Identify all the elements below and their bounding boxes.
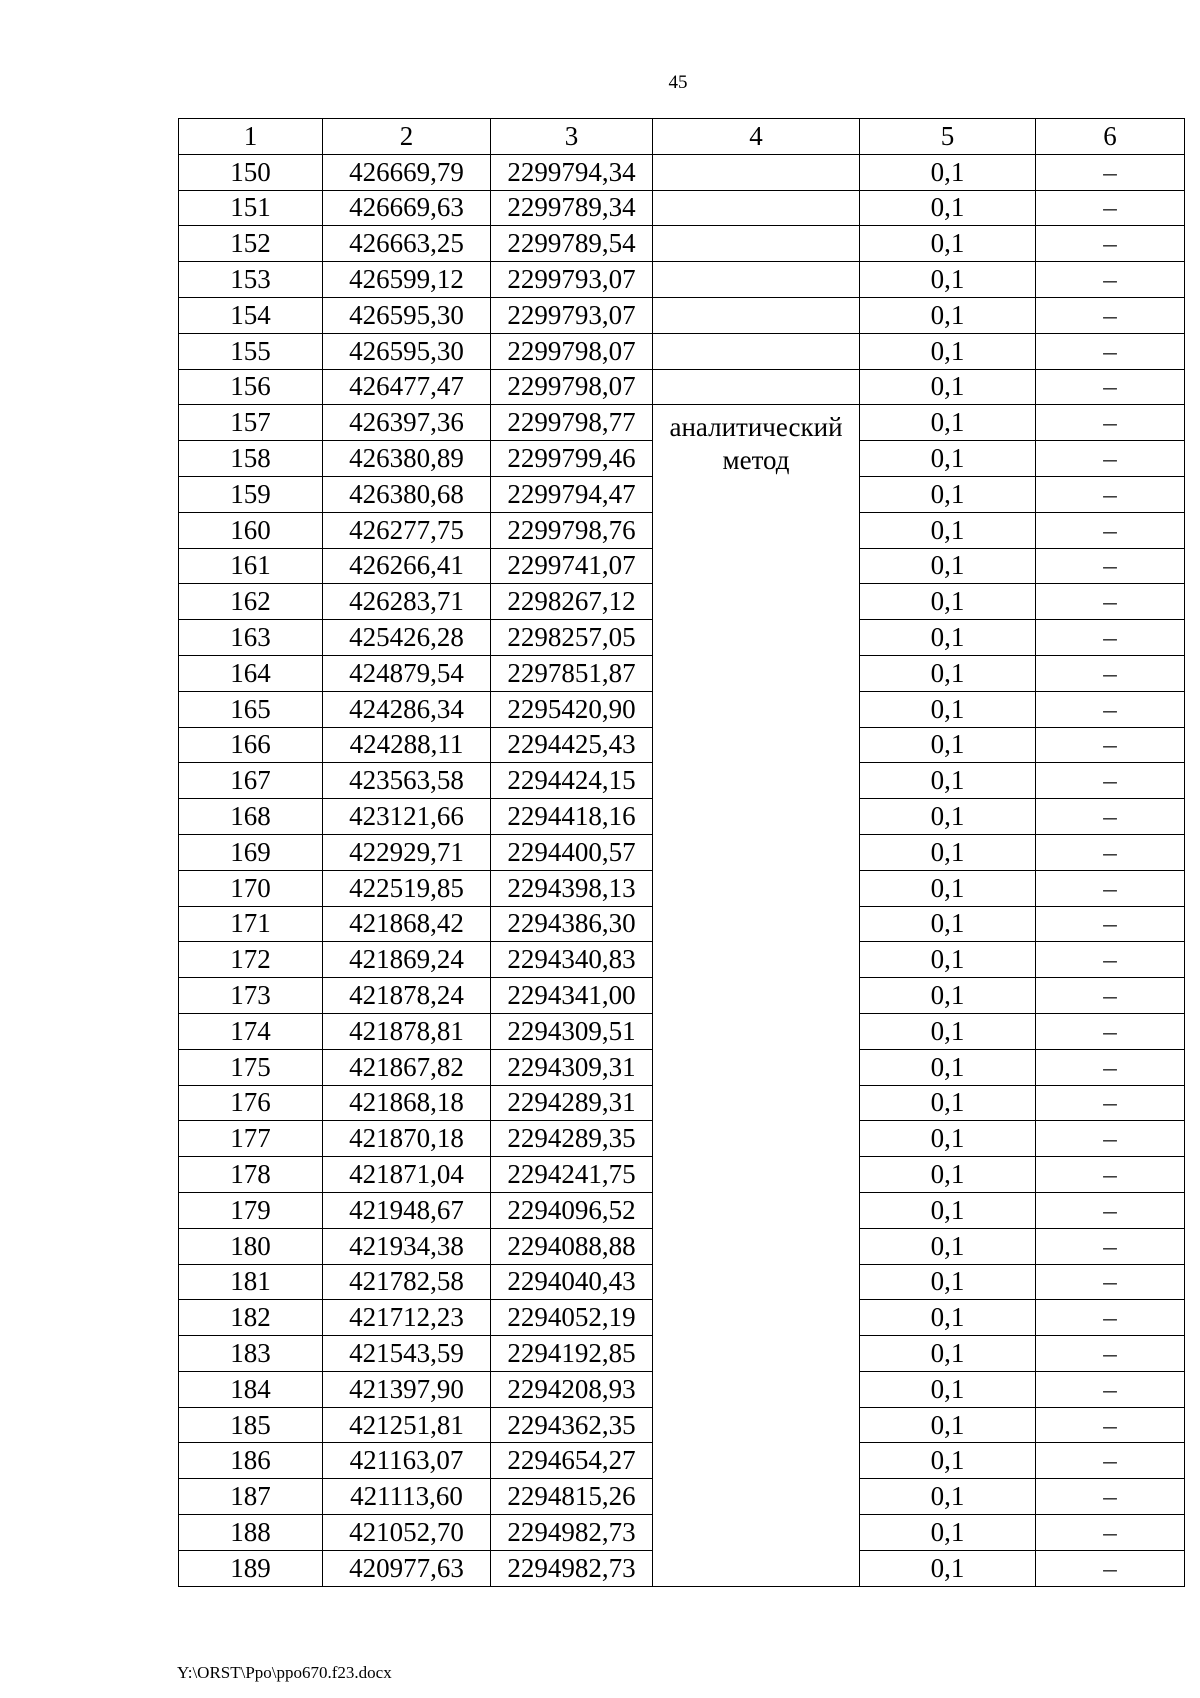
accuracy-cell: 0,1	[860, 691, 1036, 727]
y-coordinate-cell: 2294400,57	[491, 834, 653, 870]
accuracy-cell: 0,1	[860, 1336, 1036, 1372]
method-text-line: аналитический	[669, 412, 843, 443]
y-coordinate-cell: 2294289,35	[491, 1121, 653, 1157]
y-coordinate-cell: 2299789,34	[491, 190, 653, 226]
point-number-cell: 164	[179, 655, 323, 691]
point-number-cell: 185	[179, 1407, 323, 1443]
point-number-cell: 156	[179, 369, 323, 405]
point-number-cell: 189	[179, 1550, 323, 1586]
table-row	[179, 262, 1185, 298]
x-coordinate-cell: 426283,71	[323, 584, 491, 620]
x-coordinate-cell: 426380,68	[323, 476, 491, 512]
accuracy-cell: 0,1	[860, 870, 1036, 906]
accuracy-cell: 0,1	[860, 1443, 1036, 1479]
point-number-cell: 188	[179, 1515, 323, 1551]
point-number-cell: 166	[179, 727, 323, 763]
point-number-cell: 171	[179, 906, 323, 942]
method-text-line: метод	[722, 444, 790, 475]
accuracy-cell: 0,1	[860, 1479, 1036, 1515]
x-coordinate-cell: 425426,28	[323, 620, 491, 656]
table-body	[179, 154, 1185, 1586]
x-coordinate-cell: 421397,90	[323, 1371, 491, 1407]
point-number-cell: 184	[179, 1371, 323, 1407]
accuracy-cell: 0,1	[860, 620, 1036, 656]
x-coordinate-cell: 426595,30	[323, 333, 491, 369]
y-coordinate-cell: 2294654,27	[491, 1443, 653, 1479]
accuracy-cell: 0,1	[860, 978, 1036, 1014]
header-cell-4: 4	[653, 119, 860, 155]
y-coordinate-cell: 2294815,26	[491, 1479, 653, 1515]
page-number: 45	[668, 72, 688, 93]
table-row	[179, 405, 1185, 441]
x-coordinate-cell: 423563,58	[323, 763, 491, 799]
accuracy-cell: 0,1	[860, 1049, 1036, 1085]
method-cell-blank	[653, 154, 860, 190]
point-number-cell: 152	[179, 226, 323, 262]
header-cell-5: 5	[860, 119, 1036, 155]
accuracy-cell: 0,1	[860, 1192, 1036, 1228]
dash-cell: –	[1036, 1121, 1185, 1157]
y-coordinate-cell: 2294052,19	[491, 1300, 653, 1336]
dash-cell: –	[1036, 405, 1185, 441]
x-coordinate-cell: 421867,82	[323, 1049, 491, 1085]
y-coordinate-cell: 2294309,31	[491, 1049, 653, 1085]
dash-cell: –	[1036, 1049, 1185, 1085]
point-number-cell: 153	[179, 262, 323, 298]
dash-cell: –	[1036, 584, 1185, 620]
dash-cell: –	[1036, 512, 1185, 548]
accuracy-cell: 0,1	[860, 226, 1036, 262]
method-cell-blank	[653, 226, 860, 262]
y-coordinate-cell: 2294340,83	[491, 942, 653, 978]
accuracy-cell: 0,1	[860, 548, 1036, 584]
x-coordinate-cell: 426477,47	[323, 369, 491, 405]
accuracy-cell: 0,1	[860, 512, 1036, 548]
table-row	[179, 154, 1185, 190]
point-number-cell: 174	[179, 1013, 323, 1049]
x-coordinate-cell: 422519,85	[323, 870, 491, 906]
dash-cell: –	[1036, 1157, 1185, 1193]
method-cell-blank	[653, 262, 860, 298]
y-coordinate-cell: 2298267,12	[491, 584, 653, 620]
accuracy-cell: 0,1	[860, 1085, 1036, 1121]
point-number-cell: 173	[179, 978, 323, 1014]
dash-cell: –	[1036, 691, 1185, 727]
y-coordinate-cell: 2294208,93	[491, 1371, 653, 1407]
method-cell-blank	[653, 297, 860, 333]
y-coordinate-cell: 2299798,07	[491, 369, 653, 405]
dash-cell: –	[1036, 763, 1185, 799]
point-number-cell: 187	[179, 1479, 323, 1515]
point-number-cell: 167	[179, 763, 323, 799]
y-coordinate-cell: 2299794,47	[491, 476, 653, 512]
dash-cell: –	[1036, 1479, 1185, 1515]
dash-cell: –	[1036, 655, 1185, 691]
x-coordinate-cell: 426266,41	[323, 548, 491, 584]
y-coordinate-cell: 2299793,07	[491, 297, 653, 333]
x-coordinate-cell: 426397,36	[323, 405, 491, 441]
y-coordinate-cell: 2299799,46	[491, 441, 653, 477]
accuracy-cell: 0,1	[860, 1371, 1036, 1407]
dash-cell: –	[1036, 548, 1185, 584]
dash-cell: –	[1036, 942, 1185, 978]
accuracy-cell: 0,1	[860, 1157, 1036, 1193]
y-coordinate-cell: 2294362,35	[491, 1407, 653, 1443]
x-coordinate-cell: 426663,25	[323, 226, 491, 262]
point-number-cell: 161	[179, 548, 323, 584]
x-coordinate-cell: 421163,07	[323, 1443, 491, 1479]
header-cell-1: 1	[179, 119, 323, 155]
point-number-cell: 165	[179, 691, 323, 727]
accuracy-cell: 0,1	[860, 906, 1036, 942]
header-cell-3: 3	[491, 119, 653, 155]
dash-cell: –	[1036, 1192, 1185, 1228]
x-coordinate-cell: 421712,23	[323, 1300, 491, 1336]
x-coordinate-cell: 421878,24	[323, 978, 491, 1014]
accuracy-cell: 0,1	[860, 727, 1036, 763]
method-cell-blank	[653, 369, 860, 405]
dash-cell: –	[1036, 1407, 1185, 1443]
x-coordinate-cell: 421868,18	[323, 1085, 491, 1121]
x-coordinate-cell: 426277,75	[323, 512, 491, 548]
point-number-cell: 150	[179, 154, 323, 190]
accuracy-cell: 0,1	[860, 262, 1036, 298]
accuracy-cell: 0,1	[860, 441, 1036, 477]
point-number-cell: 175	[179, 1049, 323, 1085]
accuracy-cell: 0,1	[860, 1228, 1036, 1264]
x-coordinate-cell: 421113,60	[323, 1479, 491, 1515]
y-coordinate-cell: 2298257,05	[491, 620, 653, 656]
point-number-cell: 183	[179, 1336, 323, 1372]
point-number-cell: 162	[179, 584, 323, 620]
x-coordinate-cell: 421934,38	[323, 1228, 491, 1264]
x-coordinate-cell: 421251,81	[323, 1407, 491, 1443]
accuracy-cell: 0,1	[860, 1515, 1036, 1551]
accuracy-cell: 0,1	[860, 1300, 1036, 1336]
y-coordinate-cell: 2294289,31	[491, 1085, 653, 1121]
point-number-cell: 157	[179, 405, 323, 441]
y-coordinate-cell: 2294425,43	[491, 727, 653, 763]
x-coordinate-cell: 426669,63	[323, 190, 491, 226]
table-header-row	[179, 119, 1185, 155]
accuracy-cell: 0,1	[860, 1264, 1036, 1300]
y-coordinate-cell: 2294982,73	[491, 1515, 653, 1551]
table-row	[179, 190, 1185, 226]
accuracy-cell: 0,1	[860, 369, 1036, 405]
y-coordinate-cell: 2294386,30	[491, 906, 653, 942]
y-coordinate-cell: 2294982,73	[491, 1550, 653, 1586]
x-coordinate-cell: 426669,79	[323, 154, 491, 190]
x-coordinate-cell: 421782,58	[323, 1264, 491, 1300]
y-coordinate-cell: 2294040,43	[491, 1264, 653, 1300]
y-coordinate-cell: 2295420,90	[491, 691, 653, 727]
y-coordinate-cell: 2297851,87	[491, 655, 653, 691]
dash-cell: –	[1036, 1443, 1185, 1479]
dash-cell: –	[1036, 978, 1185, 1014]
header-cell-2: 2	[323, 119, 491, 155]
point-number-cell: 168	[179, 799, 323, 835]
accuracy-cell: 0,1	[860, 1013, 1036, 1049]
y-coordinate-cell: 2294241,75	[491, 1157, 653, 1193]
dash-cell: –	[1036, 297, 1185, 333]
x-coordinate-cell: 421543,59	[323, 1336, 491, 1372]
point-number-cell: 154	[179, 297, 323, 333]
coordinates-table	[178, 118, 1185, 1587]
y-coordinate-cell: 2294309,51	[491, 1013, 653, 1049]
accuracy-cell: 0,1	[860, 1550, 1036, 1586]
dash-cell: –	[1036, 870, 1185, 906]
y-coordinate-cell: 2299798,76	[491, 512, 653, 548]
point-number-cell: 158	[179, 441, 323, 477]
dash-cell: –	[1036, 1264, 1185, 1300]
accuracy-cell: 0,1	[860, 584, 1036, 620]
x-coordinate-cell: 424879,54	[323, 655, 491, 691]
point-number-cell: 170	[179, 870, 323, 906]
dash-cell: –	[1036, 1085, 1185, 1121]
x-coordinate-cell: 423121,66	[323, 799, 491, 835]
accuracy-cell: 0,1	[860, 834, 1036, 870]
point-number-cell: 177	[179, 1121, 323, 1157]
accuracy-cell: 0,1	[860, 190, 1036, 226]
y-coordinate-cell: 2294192,85	[491, 1336, 653, 1372]
point-number-cell: 163	[179, 620, 323, 656]
table-row	[179, 297, 1185, 333]
x-coordinate-cell: 422929,71	[323, 834, 491, 870]
dash-cell: –	[1036, 369, 1185, 405]
x-coordinate-cell: 426599,12	[323, 262, 491, 298]
y-coordinate-cell: 2299794,34	[491, 154, 653, 190]
point-number-cell: 159	[179, 476, 323, 512]
accuracy-cell: 0,1	[860, 655, 1036, 691]
x-coordinate-cell: 421869,24	[323, 942, 491, 978]
accuracy-cell: 0,1	[860, 1121, 1036, 1157]
x-coordinate-cell: 421948,67	[323, 1192, 491, 1228]
dash-cell: –	[1036, 476, 1185, 512]
point-number-cell: 160	[179, 512, 323, 548]
accuracy-cell: 0,1	[860, 476, 1036, 512]
point-number-cell: 182	[179, 1300, 323, 1336]
point-number-cell: 181	[179, 1264, 323, 1300]
y-coordinate-cell: 2294398,13	[491, 870, 653, 906]
dash-cell: –	[1036, 620, 1185, 656]
x-coordinate-cell: 421871,04	[323, 1157, 491, 1193]
y-coordinate-cell: 2299798,07	[491, 333, 653, 369]
table-row	[179, 369, 1185, 405]
point-number-cell: 169	[179, 834, 323, 870]
x-coordinate-cell: 424286,34	[323, 691, 491, 727]
x-coordinate-cell: 426380,89	[323, 441, 491, 477]
file-path-footer: Y:\ORST\Ppo\ppo670.f23.docx	[177, 1663, 392, 1682]
accuracy-cell: 0,1	[860, 405, 1036, 441]
dash-cell: –	[1036, 727, 1185, 763]
accuracy-cell: 0,1	[860, 799, 1036, 835]
dash-cell: –	[1036, 1336, 1185, 1372]
method-cell-blank	[653, 190, 860, 226]
dash-cell: –	[1036, 834, 1185, 870]
x-coordinate-cell: 421052,70	[323, 1515, 491, 1551]
x-coordinate-cell: 421868,42	[323, 906, 491, 942]
accuracy-cell: 0,1	[860, 297, 1036, 333]
table-row	[179, 226, 1185, 262]
dash-cell: –	[1036, 1228, 1185, 1264]
y-coordinate-cell: 2294088,88	[491, 1228, 653, 1264]
point-number-cell: 151	[179, 190, 323, 226]
dash-cell: –	[1036, 906, 1185, 942]
point-number-cell: 176	[179, 1085, 323, 1121]
y-coordinate-cell: 2294341,00	[491, 978, 653, 1014]
accuracy-cell: 0,1	[860, 763, 1036, 799]
dash-cell: –	[1036, 262, 1185, 298]
accuracy-cell: 0,1	[860, 942, 1036, 978]
dash-cell: –	[1036, 333, 1185, 369]
dash-cell: –	[1036, 1515, 1185, 1551]
dash-cell: –	[1036, 1300, 1185, 1336]
y-coordinate-cell: 2299741,07	[491, 548, 653, 584]
y-coordinate-cell: 2299793,07	[491, 262, 653, 298]
method-cell	[653, 405, 860, 1586]
point-number-cell: 172	[179, 942, 323, 978]
dash-cell: –	[1036, 799, 1185, 835]
dash-cell: –	[1036, 1371, 1185, 1407]
point-number-cell: 155	[179, 333, 323, 369]
y-coordinate-cell: 2294418,16	[491, 799, 653, 835]
method-cell-blank	[653, 333, 860, 369]
dash-cell: –	[1036, 1550, 1185, 1586]
dash-cell: –	[1036, 226, 1185, 262]
point-number-cell: 178	[179, 1157, 323, 1193]
point-number-cell: 186	[179, 1443, 323, 1479]
dash-cell: –	[1036, 154, 1185, 190]
y-coordinate-cell: 2294096,52	[491, 1192, 653, 1228]
table-row	[179, 333, 1185, 369]
x-coordinate-cell: 424288,11	[323, 727, 491, 763]
y-coordinate-cell: 2299798,77	[491, 405, 653, 441]
x-coordinate-cell: 420977,63	[323, 1550, 491, 1586]
dash-cell: –	[1036, 441, 1185, 477]
accuracy-cell: 0,1	[860, 333, 1036, 369]
accuracy-cell: 0,1	[860, 154, 1036, 190]
dash-cell: –	[1036, 1013, 1185, 1049]
x-coordinate-cell: 421870,18	[323, 1121, 491, 1157]
header-cell-6: 6	[1036, 119, 1185, 155]
y-coordinate-cell: 2294424,15	[491, 763, 653, 799]
x-coordinate-cell: 426595,30	[323, 297, 491, 333]
point-number-cell: 179	[179, 1192, 323, 1228]
accuracy-cell: 0,1	[860, 1407, 1036, 1443]
x-coordinate-cell: 421878,81	[323, 1013, 491, 1049]
dash-cell: –	[1036, 190, 1185, 226]
point-number-cell: 180	[179, 1228, 323, 1264]
y-coordinate-cell: 2299789,54	[491, 226, 653, 262]
